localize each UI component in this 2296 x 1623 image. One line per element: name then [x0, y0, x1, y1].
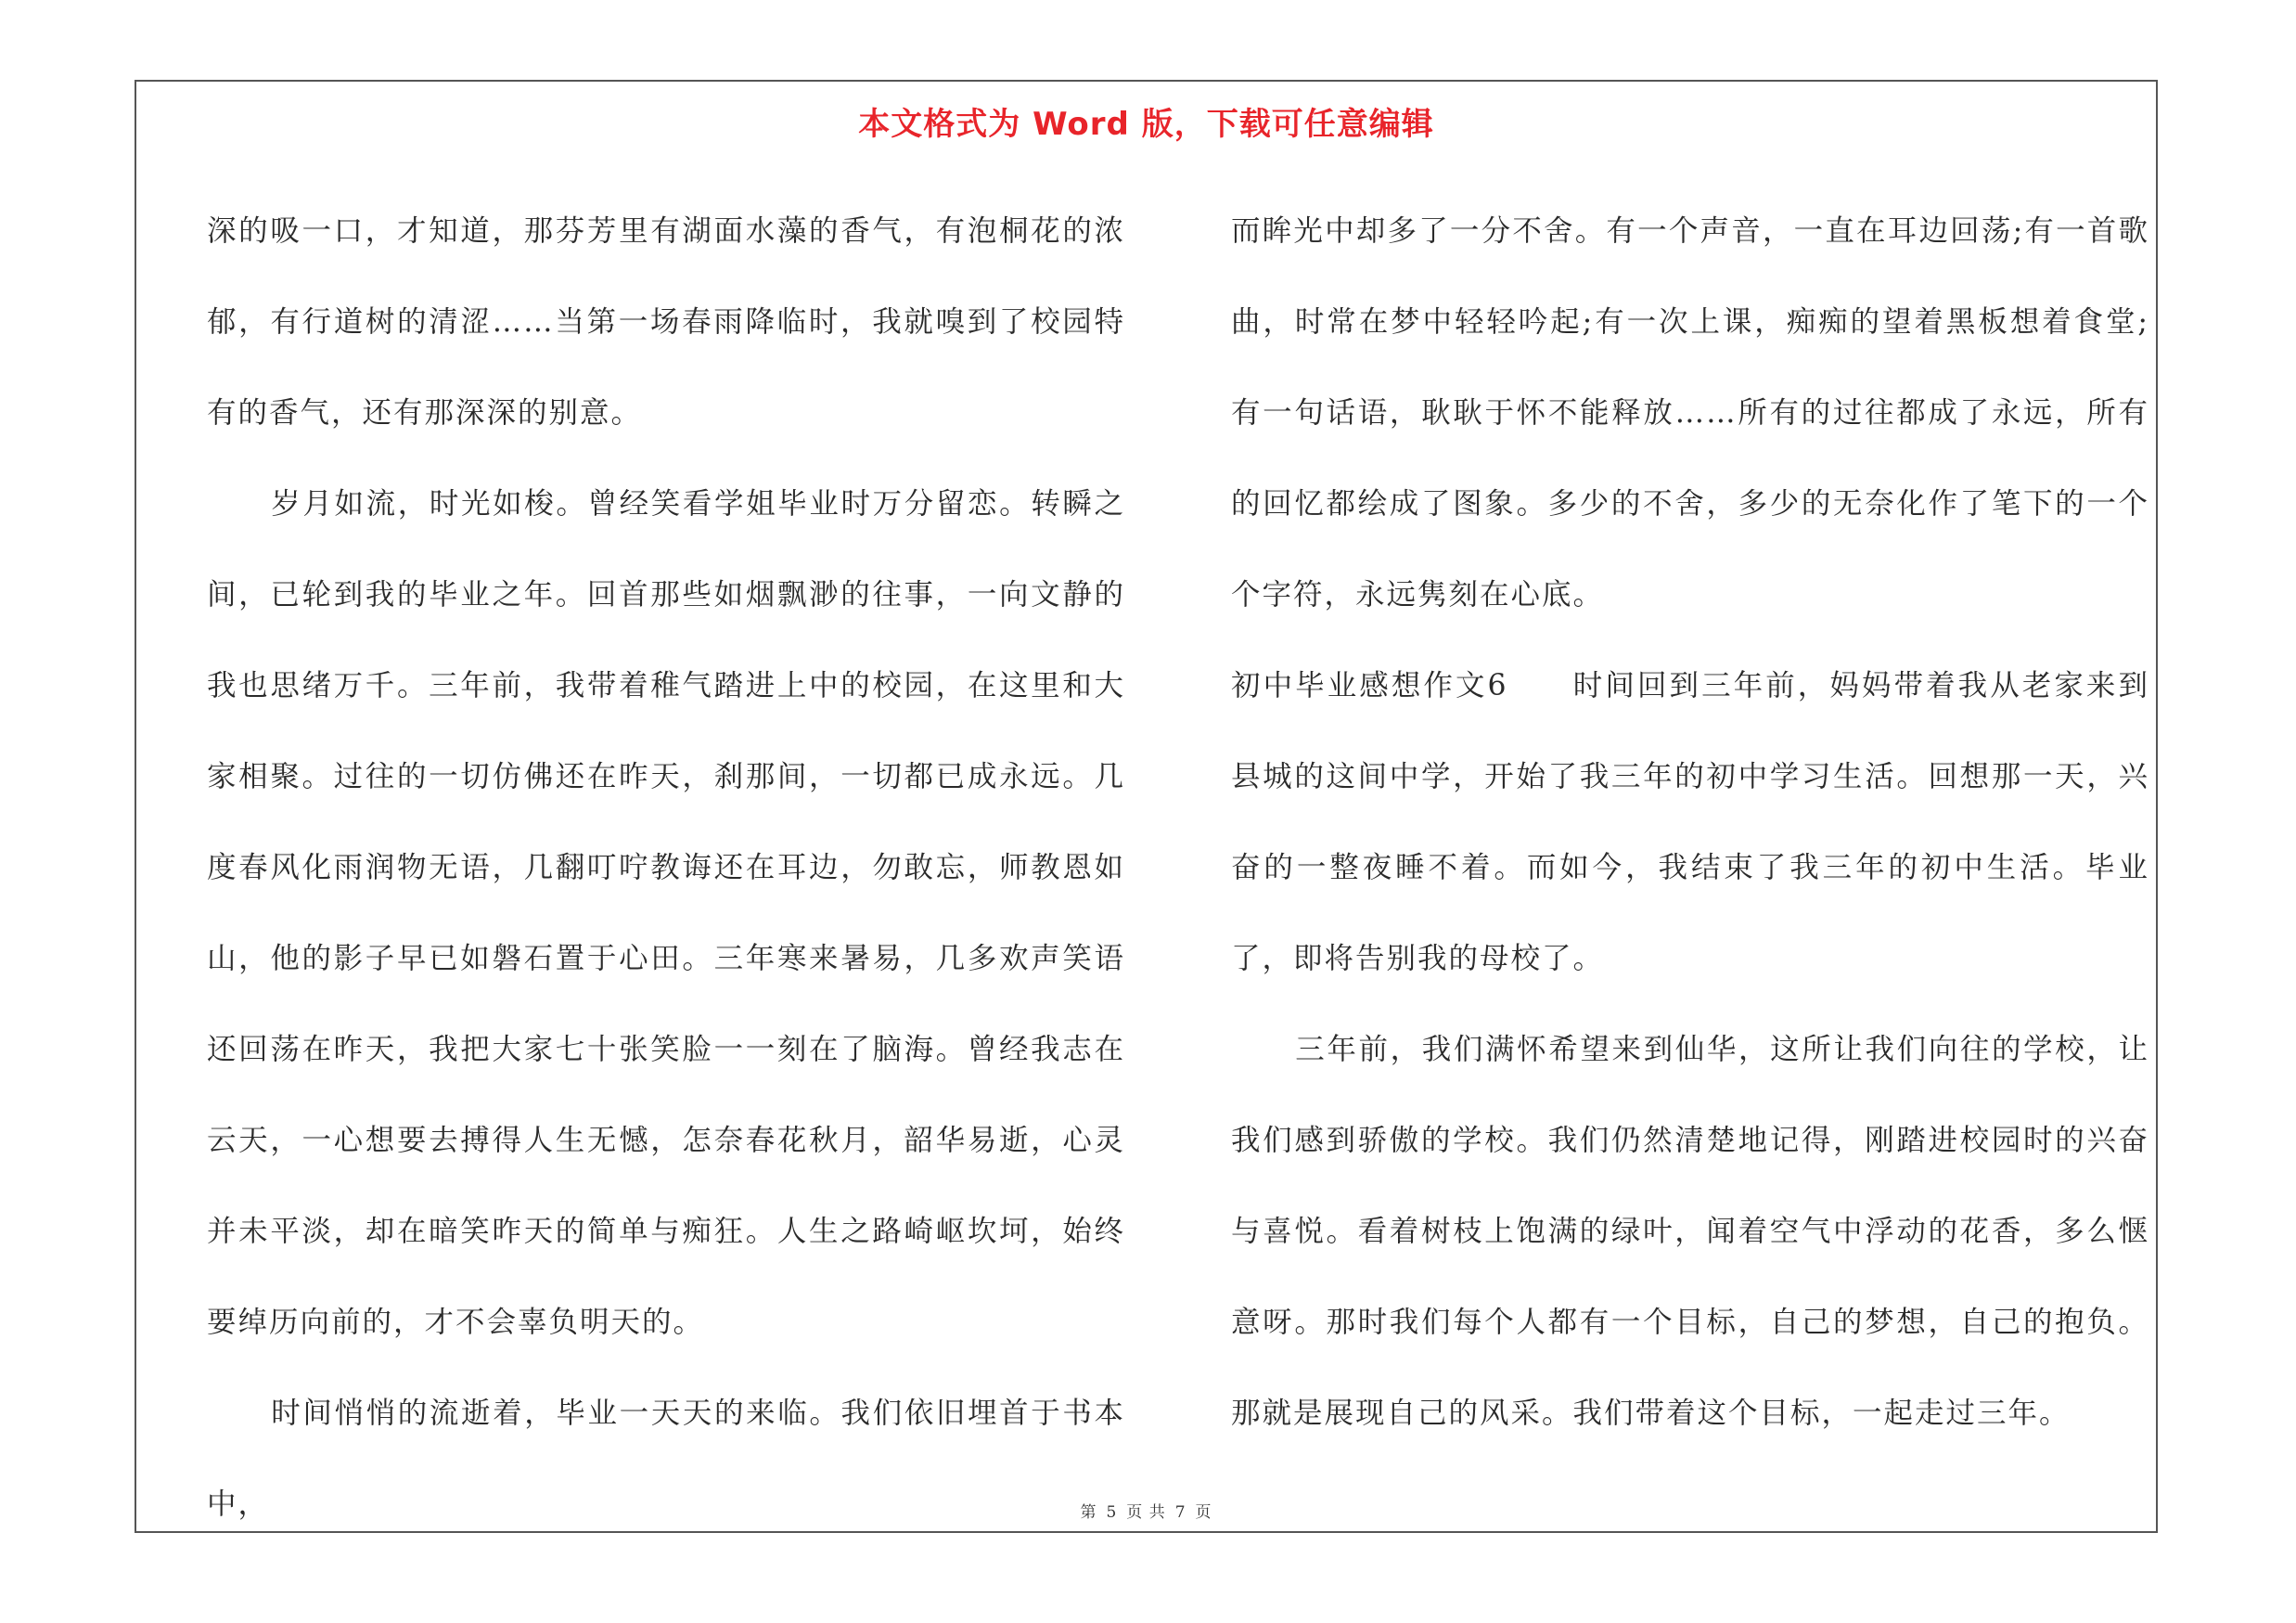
paragraph: 而眸光中却多了一分不舍。有一个声音，一直在耳边回荡;有一首歌曲，时常在梦中轻轻吟起;有一次上课，痴痴的望着黑板想着食堂;有一句话语，耿耿于怀不能释放……所有的过往都成了永远，所有的回忆都绘成了图象。多少的不舍，多少的无奈化作了笔下的一个个字符，永远隽刻在心底。 — [1231, 214, 2149, 612]
footer-current-page: 5 — [1106, 1503, 1118, 1522]
left-column — [207, 186, 1125, 1550]
paragraph: 深的吸一口，才知道，那芬芳里有湖面水藻的香气，有泡桐花的浓郁，有行道树的清涩……当第一场春雨降临时，我就嗅到了校园特有的香气，还有那深深的别意。 — [207, 214, 1125, 430]
paragraph: 岁月如流，时光如梭。曾经笑看学姐毕业时万分留恋。转瞬之间，已轮到我的毕业之年。回首那些如烟飘渺的往事，一向文静的我也思绪万千。三年前，我带着稚气踏进上中的校园，在这里和大家相聚。过往的一切仿佛还在昨天，刹那间，一切都已成永远。几度春风化雨润物无语，几翻叮咛教诲还在耳边，勿敢忘，师教恩如山，他的影子早已如磐石置于心田。三年寒来暑易，几多欢声笑语还回荡在昨天，我把大家七十张笑脸一一刻在了脑海。曾经我志在云天，一心想要去搏得人生无憾，怎奈春花秋月，韶华易逝，心灵并未平淡，却在暗笑昨天的简单与痴狂。人生之路崎岖坎坷，始终要绰历向前的，才不会辜负明天的。 — [207, 487, 1125, 1339]
right-column — [1231, 186, 2149, 1459]
page-frame — [135, 80, 2158, 1533]
header-banner: 本文格式为 Word 版，下载可任意编辑 — [858, 106, 1434, 143]
footer-prefix: 第 — [1080, 1503, 1097, 1522]
footer-mid: 页 共 — [1126, 1503, 1166, 1522]
paragraph: 三年前，我们满怀希望来到仙华，这所让我们向往的学校，让我们感到骄傲的学校。我们仍然清楚地记得，刚踏进校园时的兴奋与喜悦。看着树枝上饱满的绿叶，闻着空气中浮动的花香，多么惬意呀。那时我们每个人都有一个目标，自己的梦想，自己的抱负。那就是展现自己的风采。我们带着这个目标，一起走过三年。 — [1231, 1033, 2149, 1430]
footer-suffix: 页 — [1195, 1503, 1212, 1522]
paragraph-essay-title: 初中毕业感想作文6 时间回到三年前，妈妈带着我从老家来到县城的这间中学，开始了我三年的初中学习生活。回想那一天，兴奋的一整夜睡不着。而如今，我结束了我三年的初中生活。毕业了，即将告别我的母校了。 — [1231, 669, 2149, 975]
paragraph: 时间悄悄的流逝着，毕业一天天的来临。我们依旧埋首于书本中， — [207, 1397, 1125, 1521]
page-footer — [136, 1499, 2156, 1522]
footer-total-pages: 7 — [1174, 1503, 1186, 1522]
